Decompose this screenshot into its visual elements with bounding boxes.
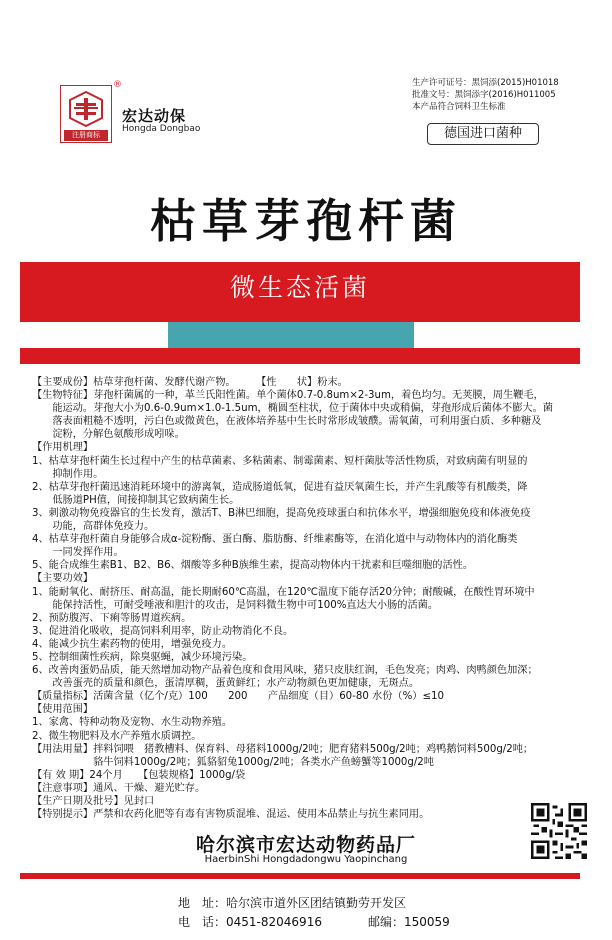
address-value: 哈尔滨市道外区团结镇勤劳开发区: [226, 896, 407, 910]
content-line: 【用法用量】拌料饲喂 猪教槽料、保育料、母猪料1000g/2吨；肥育猪料500g/2吨；鸡鸭鹅饲料500g/2吨；: [32, 743, 534, 755]
content-line: 一同发挥作用。: [32, 547, 124, 559]
content-line: 【有 效 期】24个月 【包装规格】1000g/袋: [32, 769, 246, 781]
brand-emblem-icon: [66, 90, 106, 128]
product-subtitle: 微生态活菌: [229, 273, 370, 302]
content-line: 【生物特征】芽孢杆菌属的一种，革兰氏阳性菌。单个菌体0.7-0.8um×2-3um，着色均匀。无荚膜，周生鞭毛，: [32, 390, 544, 402]
phone-label: 电 话：: [178, 915, 227, 929]
content-line: 4、能减少抗生素药物的使用，增强免疫力。: [32, 638, 233, 650]
logo-tag: 注册商标: [64, 130, 108, 141]
content-line: 【生产日期及批号】见封口: [32, 796, 155, 807]
red-footer-line: [20, 873, 580, 879]
content-line: 落表面粗糙不透明，污白色或微黄色，在液体培养基中生长时常形成皱醭。需氧菌，可利用蛋白质、多种糖及: [32, 416, 542, 428]
content-line: 1、能耐氧化、耐挤压、耐高温，能长期耐60℃高温，在120℃温度下能存活20分钟；耐酸碱，在酸性胃环境中: [32, 586, 535, 598]
content-line: 功能，高群体免疫力。: [32, 521, 155, 533]
content-line: 2、微生物肥料及水产养殖水质调控。: [32, 730, 202, 742]
brand-name-en: Hongda Dongbao: [122, 124, 201, 134]
content-line: 抑制作用。: [32, 468, 104, 480]
content-line: 【主要成份】枯草芽孢杆菌、发酵代谢产物。 【性 状】粉末。: [32, 377, 348, 388]
content-line: 4、枯草芽孢杆菌自身能够合成α-淀粉酶、蛋白酶、脂肪酶、纤维素酶等，在消化道中与动物体内的消化酶类: [32, 534, 518, 546]
content-line: 1、枯草芽孢杆菌生长过程中产生的枯草菌素、多粘菌素、制霉菌素、短杆菌肽等活性物质，对致病菌有明显的: [32, 455, 528, 467]
registered-mark: ®: [113, 80, 122, 90]
content-line: 2、枯草芽孢杆菌迅速消耗环境中的游离氧，造成肠道低氧，促进有益厌氧菌生长，并产生乳酸等有机酸类，降: [32, 481, 528, 493]
permit-standard: 本产品符合饲料卫生标准: [412, 102, 506, 112]
teal-tab: [168, 322, 414, 348]
content-line: 5、控制细菌性疾病，除臭驱蝇，减少环境污染。: [32, 651, 253, 663]
content-line: 【质量指标】活菌含量（亿个/克）100 200 产品细度（目）60-80 水份（%）≤10: [32, 691, 444, 703]
content-line: 【作用机理】: [32, 442, 94, 454]
zip-label: 邮编：: [367, 915, 404, 929]
permit-block: [412, 77, 592, 113]
content-line: 低肠道PH值，间接抑制其它致病菌生长。: [32, 494, 240, 506]
content-line: 淀粉，分解色氨酸形成吲哚。: [32, 429, 185, 441]
content-line: 能运动。芽孢大小为0.6-0.9um×1.0-1.5um，椭圆至柱状，位于菌体中央或稍偏，芽孢形成后菌体不膨大。菌: [32, 403, 553, 415]
content-line: 能保持活性，可耐受唾液和胆汁的攻击，是饲料微生物中可100%直达大小肠的活菌。: [32, 599, 439, 611]
content-line: 【注意事项】通风、干燥、避光贮存。: [32, 782, 206, 794]
content-line: 2、预防腹泻、下痢等肠胃道疾病。: [32, 612, 192, 624]
content-line: 1、家禽、特种动物及宠物、水生动物养殖。: [32, 717, 233, 729]
phone-value: 0451-82046916: [226, 915, 322, 929]
product-title: 枯草芽孢杆菌: [150, 194, 462, 248]
red-divider: [20, 348, 580, 364]
content-line: 3、刺激动物免疫器官的生长发育，激活T、B淋巴细胞，提高免疫球蛋白和抗体水平，增强细胞免疫和体液免疫: [32, 507, 531, 519]
company-name-cn: 哈尔滨市宏达动物药品厂: [195, 834, 416, 856]
content-line: 【使用范围】: [32, 704, 94, 716]
permit-license: 生产许可证号：黑饲添(2015)H01018: [412, 78, 559, 88]
phone-row: [178, 913, 450, 930]
permit-approval: 批准文号：黑饲添字(2016)H011005: [412, 90, 556, 100]
content-line: 【主要功效】: [32, 573, 94, 585]
content-line: 3、促进消化吸收，提高饲料利用率，防止动物消化不良。: [32, 625, 294, 637]
content-line: 5、能合成维生素B1、B2、B6、烟酸等多种B族维生素，提高动物体内干扰素和巨噬细胞的活性。: [32, 560, 474, 572]
content-line: 6、改善肉蛋奶品质，能天然增加动物产品着色度和食用风味，猪只皮肤红润，毛色发亮；肉鸡、肉鸭颜色加深；: [32, 665, 538, 677]
company-name-en: HaerbinShi Hongdadongwu Yaopinchang: [204, 854, 408, 865]
product-description: [32, 376, 592, 821]
address-label: 地 址：: [178, 896, 227, 910]
content-line: 改善蛋壳的质量和颜色，蛋清厚稠，蛋黄鲜红；水产动物颜色更加健康，无斑点。: [32, 678, 420, 690]
zip-value: 150059: [403, 915, 450, 929]
brand-name-cn: 宏达动保: [122, 107, 187, 125]
content-line: 貉牛饲料1000g/2吨；狐貉貂兔1000g/2吨；各类水产鱼螃蟹等1000g/2吨: [32, 756, 434, 768]
strain-badge: 德国进口菌种: [427, 123, 539, 145]
content-line: 【特别提示】严禁和农药化肥等有毒有害物质混堆、混运、使用本品禁止与抗生素同用。: [32, 809, 430, 821]
address-row: [178, 894, 406, 911]
